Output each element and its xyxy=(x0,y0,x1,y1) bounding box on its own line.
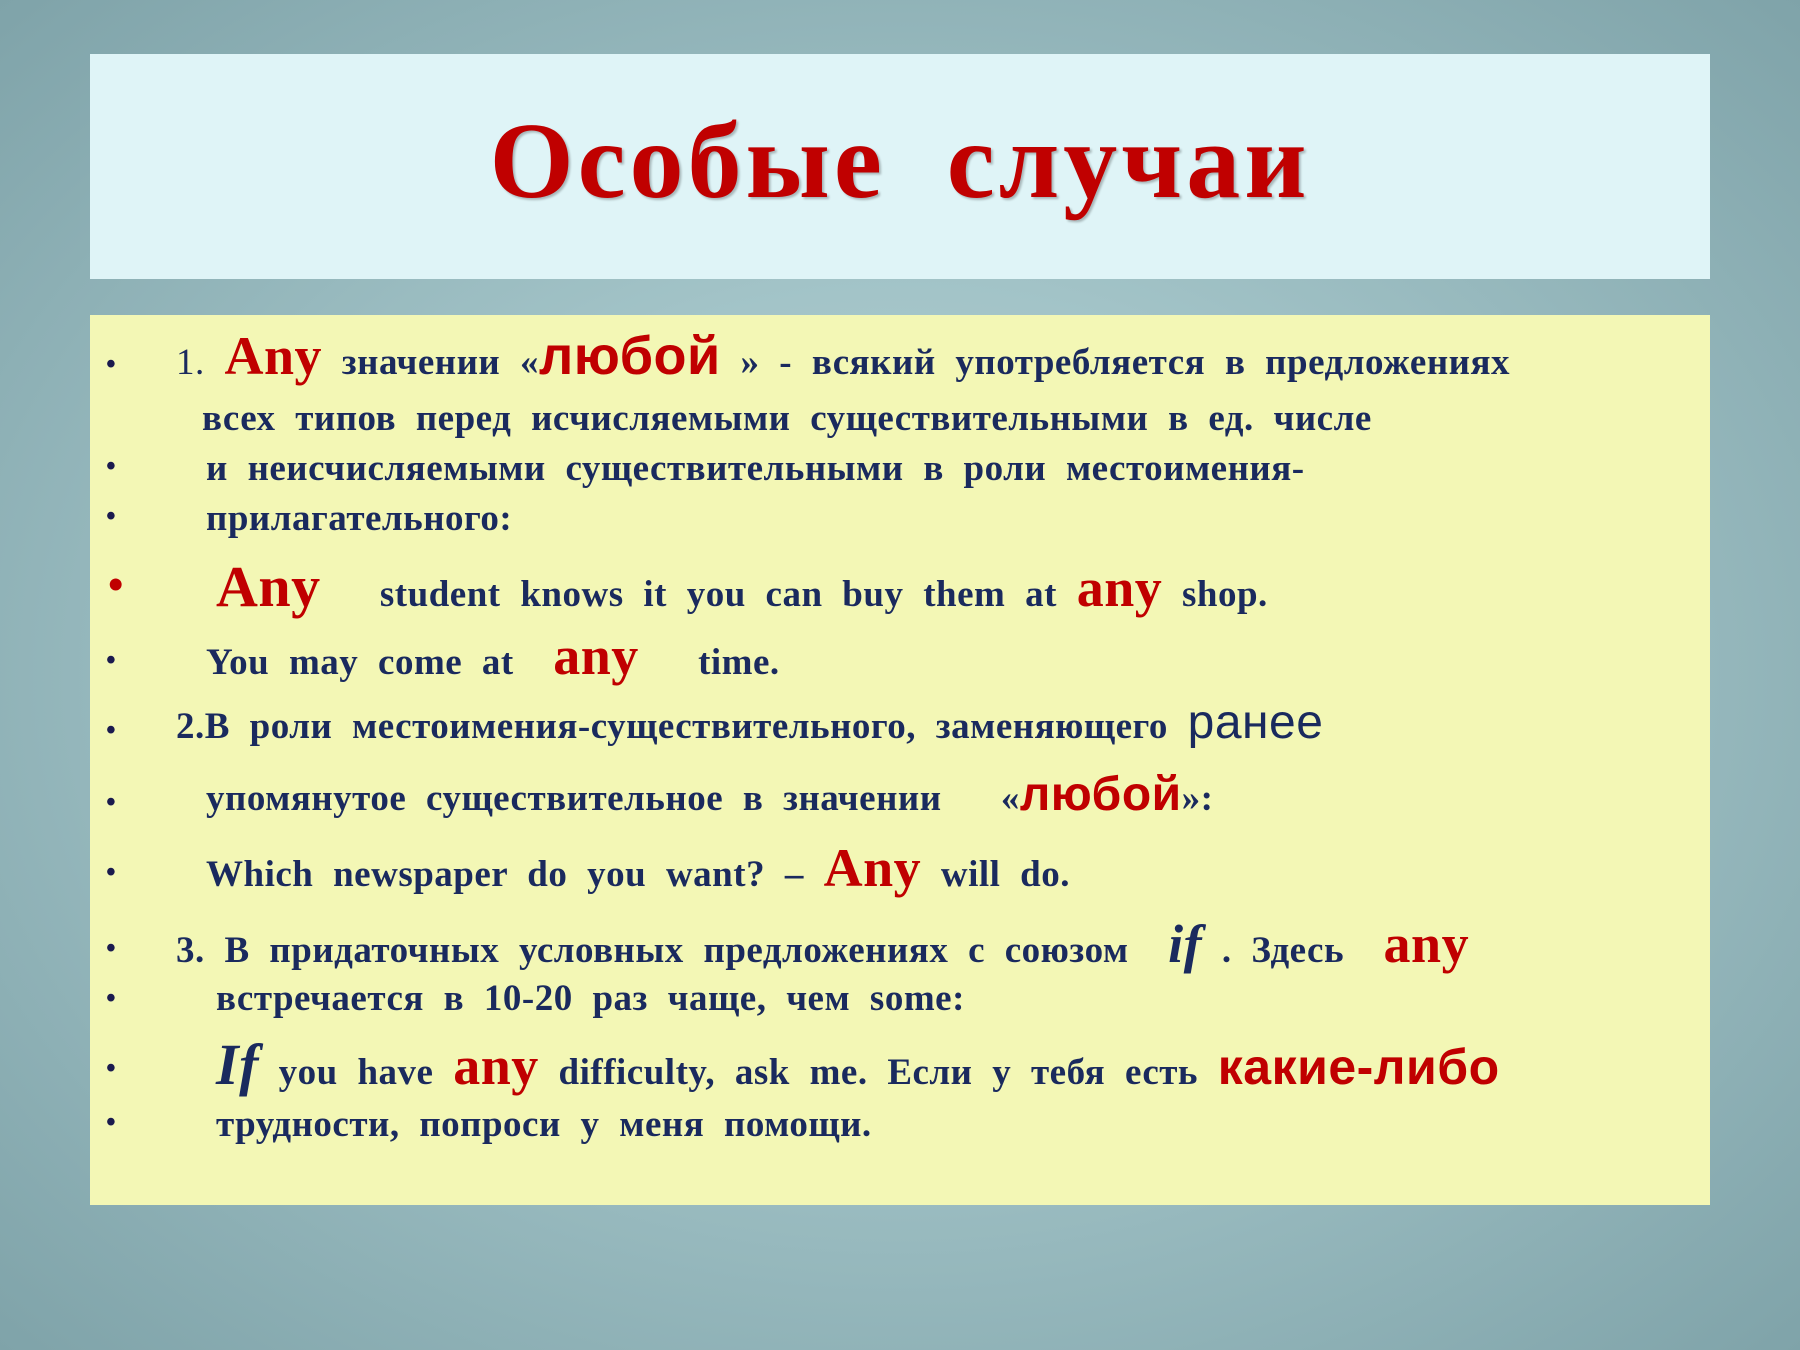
highlight-word: Any xyxy=(823,838,922,898)
text-segment: « xyxy=(1000,778,1020,819)
bullet-icon: • xyxy=(106,983,116,1014)
text-segment: time. xyxy=(698,642,780,683)
text-segment: . Здесь xyxy=(1221,930,1345,971)
highlight-word: If xyxy=(216,1032,259,1097)
line-text xyxy=(206,625,780,687)
line-text xyxy=(216,553,1268,620)
list-item xyxy=(90,1031,1710,1097)
title-banner xyxy=(90,54,1710,279)
list-item xyxy=(90,625,1710,685)
list-item xyxy=(90,547,1710,619)
text-segment: 3. В придаточных условных предложениях с союзом xyxy=(176,930,1129,971)
line-text xyxy=(216,1031,1500,1098)
highlight-word: any xyxy=(1383,914,1470,974)
list-item xyxy=(90,913,1710,973)
text-segment: « xyxy=(519,342,539,383)
text-segment: Which newspaper do you want? – xyxy=(206,854,804,895)
line-text: трудности, попроси у меня помощи. xyxy=(216,1104,872,1145)
text-segment: student knows it you can buy them at xyxy=(379,574,1057,615)
bullet-icon: • xyxy=(106,645,116,676)
text-segment: всякий употребляется в предложениях xyxy=(811,342,1510,383)
list-item xyxy=(90,977,1710,1037)
highlight-word: if xyxy=(1168,914,1203,974)
text-segment: shop. xyxy=(1181,574,1268,615)
bullet-icon: • xyxy=(106,349,116,380)
list-item xyxy=(90,767,1710,827)
item-number: 1. xyxy=(176,342,205,383)
text-segment: difficulty, ask me. Если у тебя есть xyxy=(558,1052,1198,1093)
list-item xyxy=(90,695,1710,755)
bullet-icon: • xyxy=(106,857,116,888)
line-text xyxy=(176,913,1469,975)
line-text xyxy=(206,837,1070,899)
line-text: встречается в 10-20 раз чаще, чем some: xyxy=(216,978,965,1019)
bullet-icon: • xyxy=(106,1053,116,1084)
bullet-icon: • xyxy=(106,933,116,964)
text-segment: »: xyxy=(1181,778,1214,819)
bullet-icon: • xyxy=(106,787,116,818)
line-text xyxy=(176,695,1323,750)
bullet-icon: • xyxy=(106,715,116,746)
highlight-word: любой xyxy=(1019,768,1182,821)
text-segment: will do. xyxy=(940,854,1071,895)
line-text xyxy=(206,767,1213,822)
highlight-word: any xyxy=(1076,558,1163,618)
line-text xyxy=(176,325,1510,387)
text-segment: you have xyxy=(278,1052,434,1093)
content-panel xyxy=(90,315,1710,1205)
bullet-icon: • xyxy=(106,501,116,532)
text-segment: » - xyxy=(740,342,793,383)
list-item xyxy=(90,325,1710,385)
highlight-word: any xyxy=(453,1036,539,1096)
text-segment: упомянутое существительное в значении xyxy=(206,778,942,819)
bullet-icon: • xyxy=(106,451,116,482)
text-segment: You may come at xyxy=(206,642,514,683)
line-text: прилагательного: xyxy=(206,498,513,539)
highlight-word: Any xyxy=(216,554,321,619)
bullet-icon: • xyxy=(106,1107,116,1138)
bullet-icon: • xyxy=(108,560,124,609)
line-text: всех типов перед исчисляемыми существительными в ед. числе xyxy=(202,398,1372,439)
line-text: и неисчисляемыми существительными в роли местоимения- xyxy=(206,448,1305,489)
list-item xyxy=(90,837,1710,897)
highlight-word: any xyxy=(553,626,639,686)
highlight-word: Any xyxy=(224,326,323,386)
highlight-word: любой xyxy=(538,326,721,386)
text-segment: значении xyxy=(341,342,501,383)
list-item xyxy=(90,1103,1710,1163)
text-segment: 2.В роли местоимения-существительного, заменяющего xyxy=(176,706,1168,747)
highlight-word: какие-либо xyxy=(1217,1039,1500,1095)
slide-title: Особые случаи xyxy=(489,101,1311,221)
text-segment: ранее xyxy=(1187,696,1324,749)
